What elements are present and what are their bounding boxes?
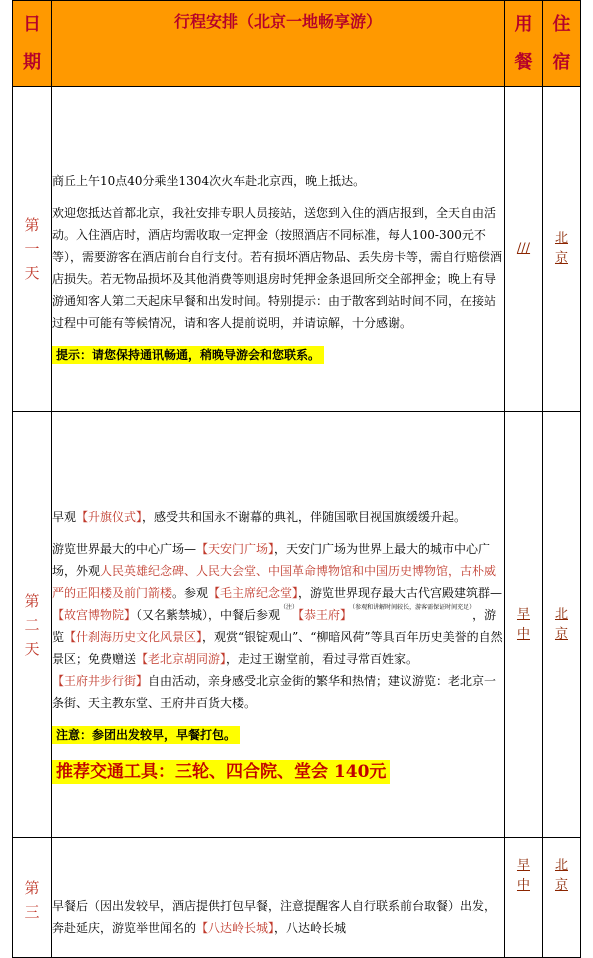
day1-meal: ///: [505, 87, 543, 412]
day2-content: [52, 412, 505, 838]
day1-note: 提示：请您保持通讯畅通，稍晚导游会和您联系。: [52, 346, 324, 364]
day1-content: [52, 87, 505, 412]
day2-meal: 早 中: [505, 412, 543, 838]
day2-para-1: 早观【升旗仪式】，感受共和国永不谢幕的典礼，伴随国歌目视国旗缓缓升起。: [52, 509, 467, 524]
header-day: 日 期: [13, 1, 52, 87]
header-hotel: 住 宿: [543, 1, 581, 87]
day1-para-1: 商丘上午10点40分乘坐1304次火车赴北京西，晚上抵达。: [52, 174, 366, 188]
day2-para-2: 游览世界最大的中心广场—【天安门广场】，天安门广场为世界上最大的城市中心广场，外观人民英雄纪念碑、人民大会堂、中国革命博物馆和中国历史博物馆，古朴威严的正阳楼及前门箭楼。参观【毛主席纪念堂】，游览世界现存最大古代宫殿建筑群—【故宫博物院】（又名紫禁城），中餐后参观$^{(注)}$【恭王府】$^{(参观和讲解时间较长,游客需保证时间充足)}$，游览【什刹海历史文化风景区】，观赏“银锭观山”、“柳暗风荷”等具百年历史美誉的自然景区；免费赠送【老北京胡同游】，走过王谢堂前，看过寻常百姓家。【王府井步行街】自由活动，亲身感受北京金街的繁华和热情；建议游览：老北京一条街、天主教东堂、王府井百货大楼。: [52, 541, 503, 710]
day2-hotel: 北 京: [543, 412, 581, 838]
header-row: [13, 1, 581, 87]
day3-row: [13, 838, 581, 958]
day3-para-1: 早餐后（因出发较早，酒店提供打包早餐，注意提醒客人自行联系前台取餐）出发，奔赴延庆，游览举世闻名的【八达岭长城】，八达岭长城: [52, 898, 497, 935]
day2-row: [13, 412, 581, 838]
day1-hotel: 北 京: [543, 87, 581, 412]
day3-label: 第 三: [13, 838, 52, 958]
flag-ceremony: 【升旗仪式】: [76, 509, 143, 524]
day1-para-2: 欢迎您抵达首都北京，我社安排专职人员接站，送您到入住的酒店报到，全天自由活动。入住酒店时，酒店均需收取一定押金（按照酒店不同标准，每人100-300元不等），需要游客在酒店前台自行支付。若有损坏酒店物品、丢失房卡等，需自行赔偿酒店损失。若无物品损坏及其他消费等则退房时凭押金条退回所交全部押金；晚上有导游通知客人第二天起床早餐和出发时间。特别提示：由于散客到站时间不同，在接站过程中可能有等候情况，请和客人提前说明，并请谅解，十分感谢。: [52, 206, 503, 330]
traffic-recommendation: 推荐交通工具：三轮、四合院、堂会 140元: [52, 760, 390, 784]
day3-meal: 早 中: [505, 838, 543, 958]
day3-hotel: 北 京: [543, 838, 581, 958]
header-title: 行程安排（北京一地畅享游）: [52, 1, 505, 87]
itinerary-table: [12, 0, 581, 958]
day1-row: [13, 87, 581, 412]
day1-label: 第 一 天: [13, 87, 52, 412]
day2-label: 第 二 天: [13, 412, 52, 838]
header-meal: 用 餐: [505, 1, 543, 87]
day2-note: 注意：参团出发较早，早餐打包。: [52, 726, 240, 744]
day3-content: [52, 838, 505, 958]
